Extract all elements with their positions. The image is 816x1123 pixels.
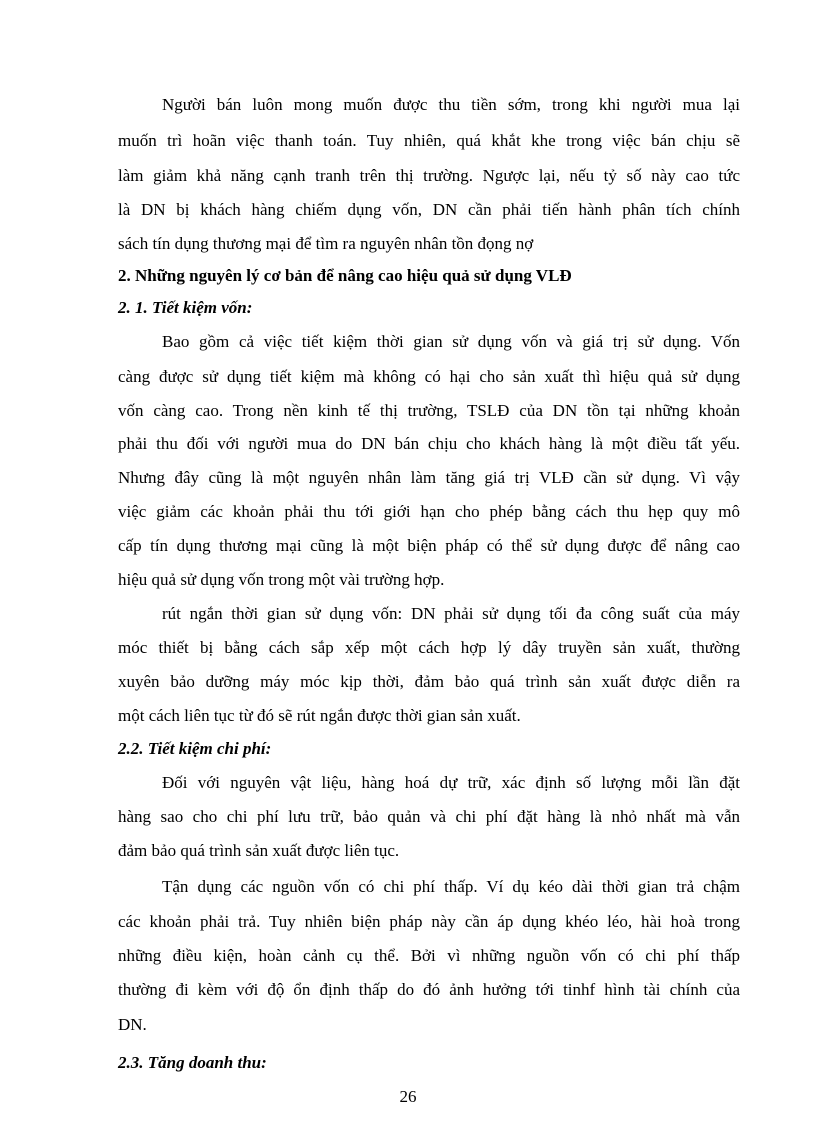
paragraph-line: càng được sử dụng tiết kiệm mà không có hại cho sản xuất thì hiệu quả sử dụng [118,367,740,386]
paragraph-line: Tận dụng các nguồn vốn có chi phí thấp. Ví dụ kéo dài thời gian trả chậm [162,877,740,896]
section-heading: 2. Những nguyên lý cơ bản để nâng cao hiệu quả sử dụng VLĐ [118,266,572,285]
page-number: 26 [399,1087,417,1106]
paragraph-line: làm giảm khả năng cạnh tranh trên thị trường. Ngược lại, nếu tỷ số này cao tức [118,166,740,185]
paragraph-line: sách tín dụng thương mại để tìm ra nguyên nhân tồn đọng nợ [118,234,534,253]
paragraph-line: việc giảm các khoản phải thu tới giới hạn cho phép bằng cách thu hẹp quy mô [118,502,740,521]
paragraph-line: DN. [118,1015,147,1034]
paragraph-line: Nhưng đây cũng là một nguyên nhân làm tăng giá trị VLĐ cần sử dụng. Vì vậy [118,468,740,487]
paragraph-line: là DN bị khách hàng chiếm dụng vốn, DN cần phải tiến hành phân tích chính [118,200,740,219]
paragraph-line: các khoản phải trả. Tuy nhiên biện pháp này cần áp dụng khéo léo, hài hoà trong [118,912,740,931]
paragraph-line: những điều kiện, hoàn cảnh cụ thể. Bởi vì những nguồn vốn có chi phí thấp [118,946,740,965]
paragraph-line: đảm bảo quá trình sản xuất được liên tục. [118,841,400,860]
paragraph-line: hàng sao cho chi phí lưu trữ, bảo quản và chi phí đặt hàng là nhỏ nhất mà vẫn [118,807,740,826]
paragraph-line: một cách liên tục từ đó sẽ rút ngắn được thời gian sản xuất. [118,706,521,725]
subsection-heading-2-3: 2.3. Tăng doanh thu: [118,1053,267,1072]
paragraph-line: phải thu đối với người mua do DN bán chịu cho khách hàng là một điều tất yếu. [118,434,740,453]
paragraph-line: cấp tín dụng thương mại cũng là một biện pháp có thể sử dụng được để nâng cao [118,536,740,555]
paragraph-line: hiệu quả sử dụng vốn trong một vài trường hợp. [118,570,445,589]
paragraph-line: thường đi kèm với độ ổn định thấp do đó ảnh hưởng tới tinhf hình tài chính của [118,980,740,999]
paragraph-line: Đối với nguyên vật liệu, hàng hoá dự trữ, xác định số lượng mỗi lần đặt [162,773,740,792]
paragraph-line: rút ngắn thời gian sử dụng vốn: DN phải sử dụng tối đa công suất của máy [162,604,740,623]
paragraph-line: Người bán luôn mong muốn được thu tiền sớm, trong khi người mua lại [162,95,740,114]
subsection-heading: 2. 1. Tiết kiệm vốn: [118,298,253,317]
paragraph-line: xuyên bảo dưỡng máy móc kịp thời, đảm bảo quá trình sản xuất được diễn ra [118,672,740,691]
paragraph-line: vốn càng cao. Trong nền kinh tế thị trường, TSLĐ của DN tồn tại những khoản [118,401,740,420]
paragraph-line: Bao gồm cả việc tiết kiệm thời gian sử dụng vốn và giá trị sử dụng. Vốn [162,332,740,351]
paragraph-line: muốn trì hoãn việc thanh toán. Tuy nhiên, quá khắt khe trong việc bán chịu sẽ [118,131,740,150]
subsection-heading: 2.2. Tiết kiệm chi phí: [118,739,272,758]
paragraph-line: móc thiết bị bằng cách sắp xếp một cách hợp lý dây truyền sản xuất, thường [118,638,740,657]
